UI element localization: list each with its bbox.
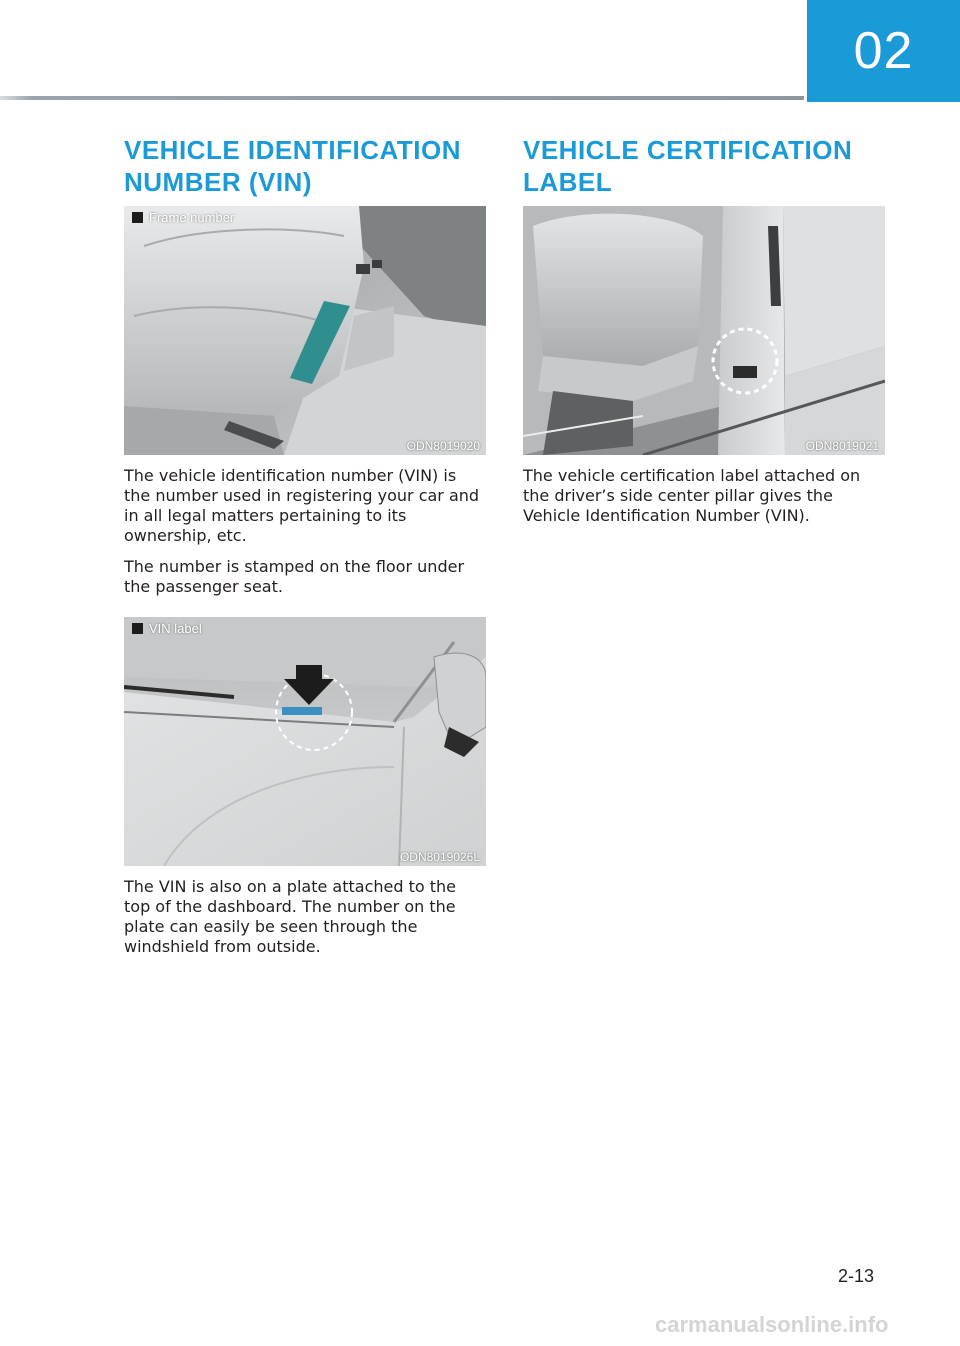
caption-bullet-icon — [132, 623, 143, 634]
vin-label-figure-code: ODN8019026L — [399, 850, 480, 864]
frame-number-figure — [124, 206, 486, 455]
caption-bullet-icon — [132, 212, 143, 223]
vin-section-title — [124, 134, 504, 198]
cert-section-title — [523, 134, 903, 198]
certification-figure-code: ODN8019021 — [805, 439, 879, 453]
watermark: carmanualsonline.info — [655, 1312, 889, 1337]
vin-label-caption — [132, 621, 202, 636]
frame-number-illustration — [124, 206, 486, 455]
cert-paragraph-1: The vehicle certification label attached on the driver’s side center pillar gives the Vehicle Identification Number (VIN). — [523, 466, 861, 525]
vin-label-caption-text: VIN label — [149, 621, 202, 636]
vin-title-line1: VEHICLE IDENTIFICATION — [124, 135, 461, 165]
certification-label-illustration — [523, 206, 885, 455]
vin-label-figure — [124, 617, 486, 866]
frame-number-caption-text: Frame number — [149, 210, 235, 225]
cert-title-line2: LABEL — [523, 167, 613, 197]
vin-paragraph-1: The vehicle identification number (VIN) is the number used in registering your car and in all legal matters pertaining to its ownership, etc. — [124, 466, 480, 545]
vin-label-illustration — [124, 617, 486, 866]
frame-number-figure-code: ODN8019020 — [406, 439, 480, 453]
chapter-tab: 02 — [807, 0, 960, 102]
cert-title-line1: VEHICLE CERTIFICATION — [523, 135, 853, 165]
header-rule — [0, 96, 804, 100]
frame-number-caption — [132, 210, 234, 225]
vin-title-line2: NUMBER (VIN) — [124, 167, 312, 197]
certification-label-figure — [523, 206, 885, 455]
vin-paragraph-3: The VIN is also on a plate attached to the top of the dashboard. The number on the plate can easily be seen through the windshield from outside. — [124, 877, 456, 956]
vin-paragraph-2: The number is stamped on the floor under the passenger seat. — [124, 557, 465, 596]
page-number: 2-13 — [838, 1266, 875, 1286]
